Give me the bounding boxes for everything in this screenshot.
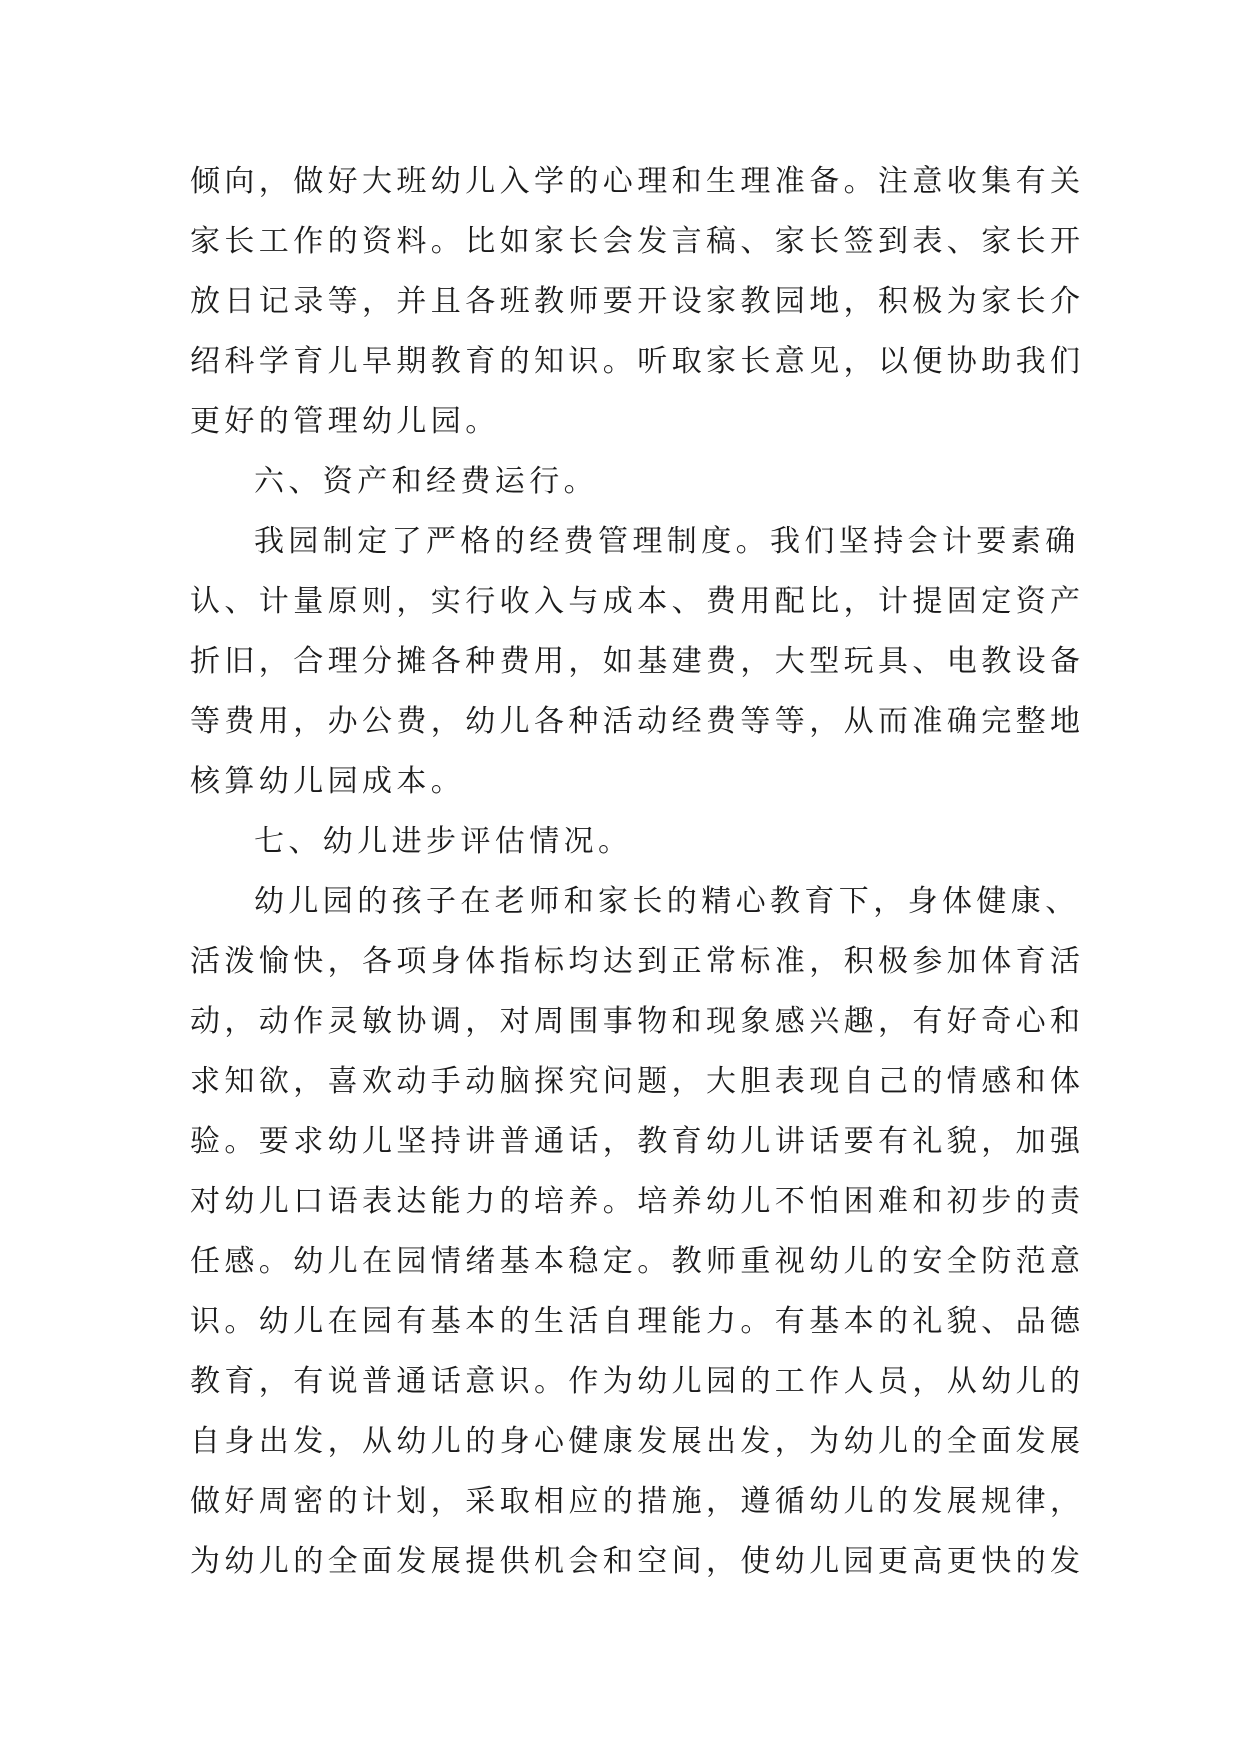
text-line: 任感。幼儿在园情绪基本稳定。教师重视幼儿的安全防范意: [190, 1244, 1085, 1279]
text-line: 绍科学育儿早期教育的知识。听取家长意见，以便协助我们: [190, 344, 1085, 379]
section-heading-seven: 七、幼儿进步评估情况。: [254, 824, 633, 859]
text-line: 折旧，合理分摊各种费用，如基建费，大型玩具、电教设备: [190, 644, 1085, 679]
body-text: [190, 152, 1085, 1592]
section-heading-six: 六、资产和经费运行。: [254, 464, 598, 499]
text-line: 做好周密的计划，采取相应的措施，遵循幼儿的发展规律，: [190, 1484, 1085, 1519]
text-line: 家长工作的资料。比如家长会发言稿、家长签到表、家长开: [190, 224, 1085, 259]
text-line: 倾向，做好大班幼儿入学的心理和生理准备。注意收集有关: [190, 164, 1085, 199]
text-line: 核算幼儿园成本。: [190, 764, 466, 799]
text-line: 求知欲，喜欢动手动脑探究问题，大胆表现自己的情感和体: [190, 1064, 1085, 1099]
text-line: 识。幼儿在园有基本的生活自理能力。有基本的礼貌、品德: [190, 1304, 1085, 1339]
paragraph-start: 我园制定了严格的经费管理制度。我们坚持会计要素确: [254, 524, 1080, 559]
text-line: 对幼儿口语表达能力的培养。培养幼儿不怕困难和初步的责: [190, 1184, 1085, 1219]
text-line: 教育，有说普通话意识。作为幼儿园的工作人员，从幼儿的: [190, 1364, 1085, 1399]
paragraph-start: 幼儿园的孩子在老师和家长的精心教育下，身体健康、: [254, 884, 1080, 919]
text-line: 认、计量原则，实行收入与成本、费用配比，计提固定资产: [190, 584, 1085, 619]
text-line: 更好的管理幼儿园。: [190, 404, 500, 439]
text-line: 活泼愉快，各项身体指标均达到正常标准，积极参加体育活: [190, 944, 1085, 979]
text-line: 动，动作灵敏协调，对周围事物和现象感兴趣，有好奇心和: [190, 1004, 1085, 1039]
text-line: 为幼儿的全面发展提供机会和空间，使幼儿园更高更快的发: [190, 1544, 1085, 1579]
text-line: 等费用，办公费，幼儿各种活动经费等等，从而准确完整地: [190, 704, 1085, 739]
text-line: 验。要求幼儿坚持讲普通话，教育幼儿讲话要有礼貌，加强: [190, 1124, 1085, 1159]
text-line: 放日记录等，并且各班教师要开设家教园地，积极为家长介: [190, 284, 1085, 319]
text-line: 自身出发，从幼儿的身心健康发展出发，为幼儿的全面发展: [190, 1424, 1085, 1459]
